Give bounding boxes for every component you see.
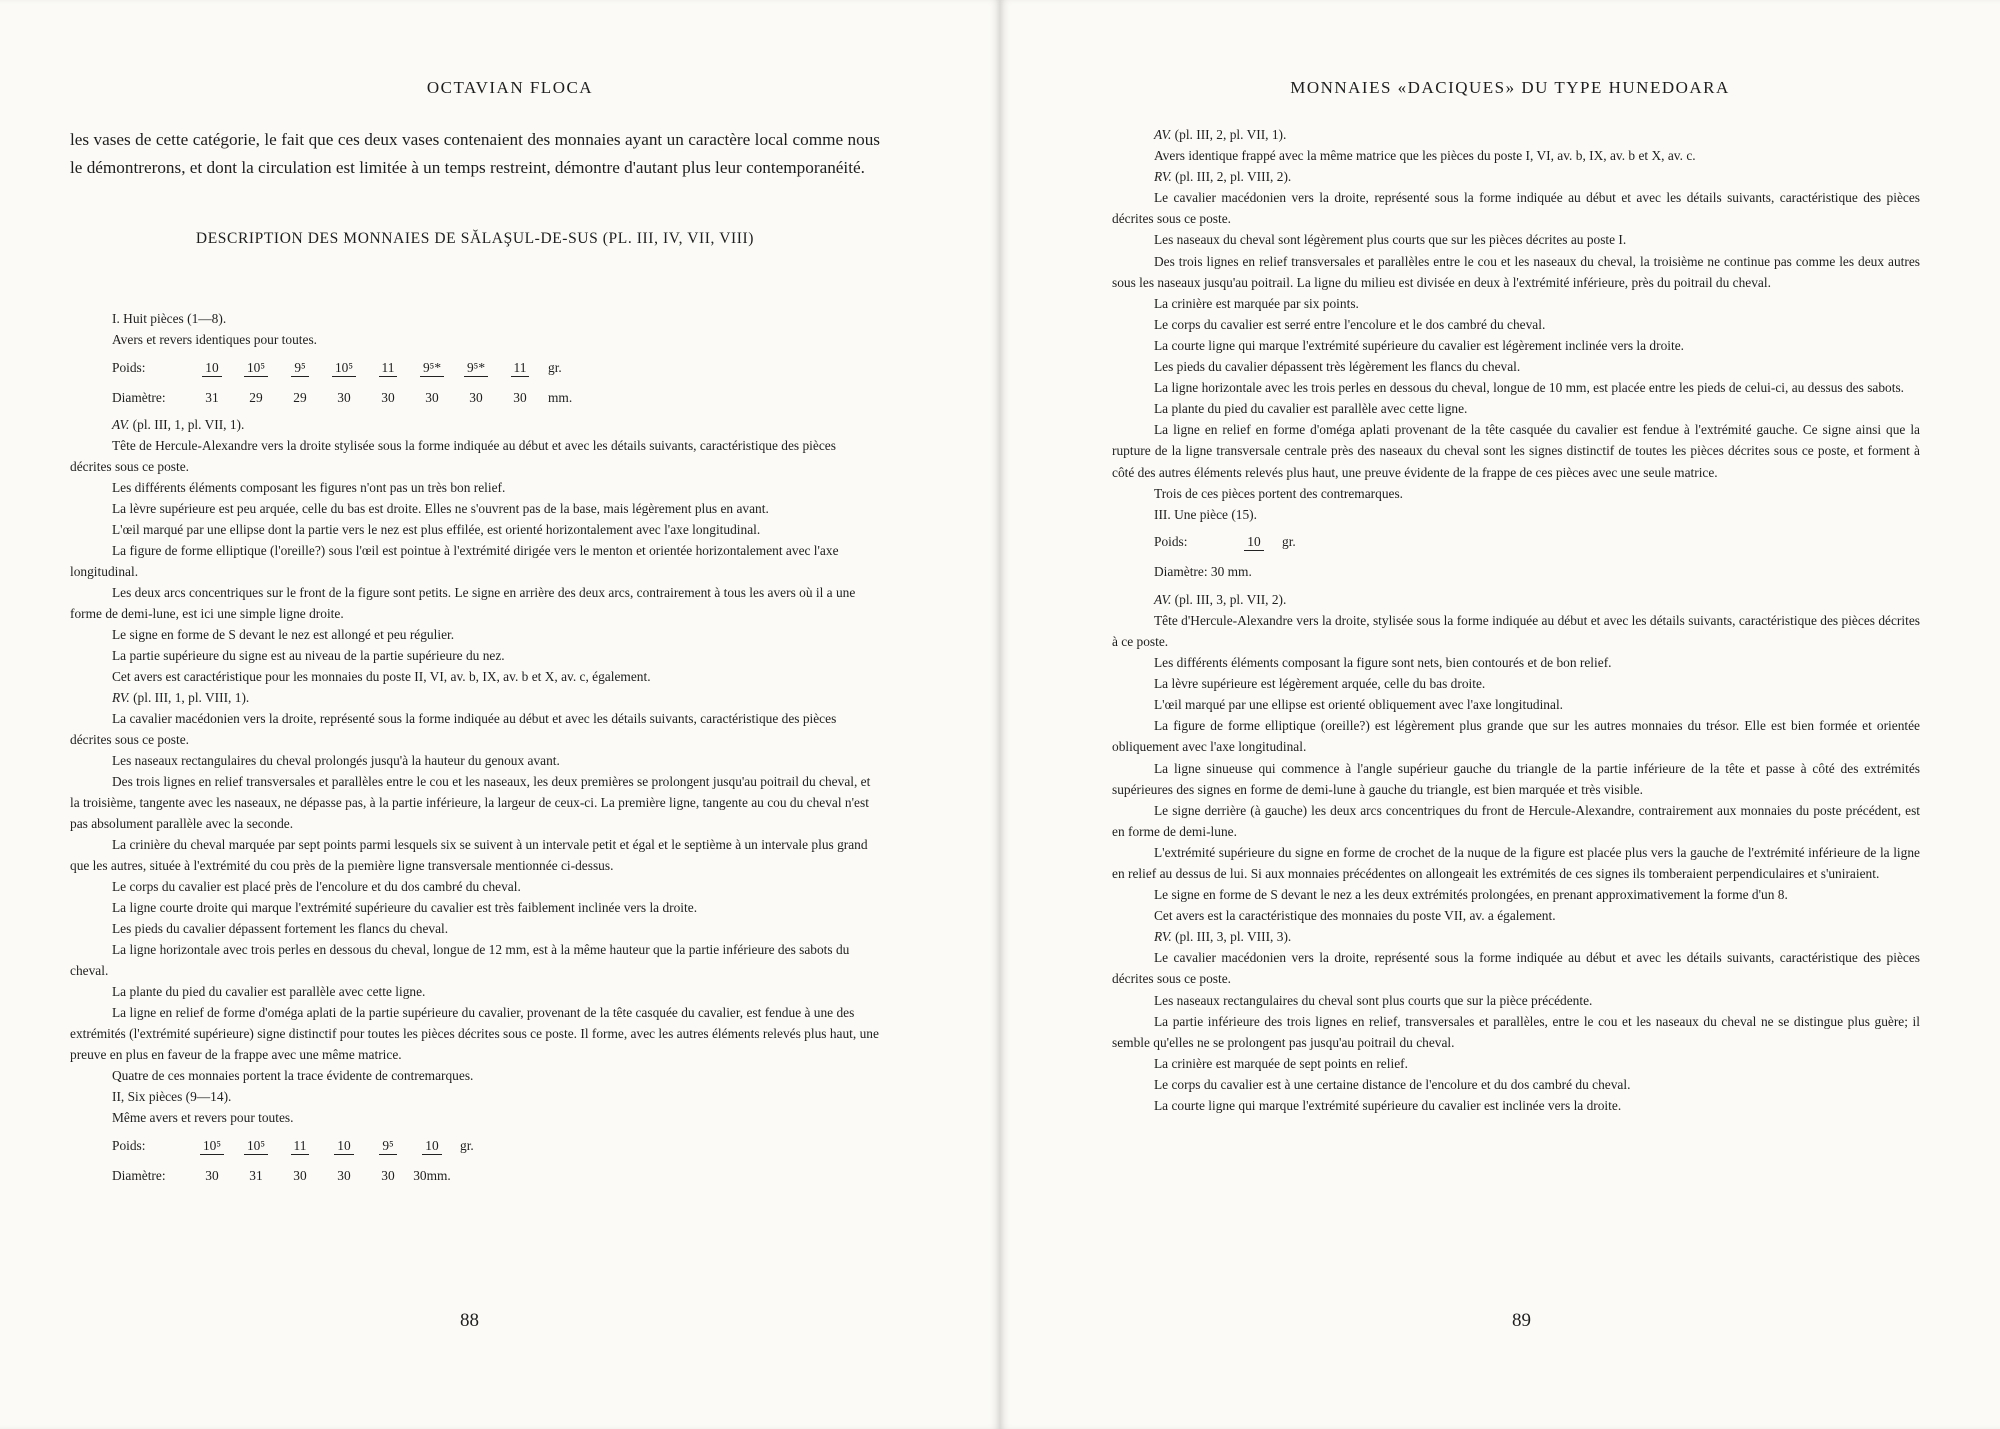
paragraph-text: Les différents éléments composant les figures n'ont pas un très bon relief. [112, 480, 506, 495]
diametre-3: Diamètre: 30 mm. [1154, 564, 1252, 580]
paragraph-text: La plante du pied du cavalier est parallèle avec cette ligne. [112, 984, 426, 999]
diameter-value [234, 387, 278, 408]
paragraph-text: Le signe en forme de S devant le nez a les deux extrémités prolongées, en prenant approximativement la forme d'un 8. [1154, 887, 1788, 903]
weight-number: 10⁵ [200, 1138, 224, 1155]
paragraph [1112, 1053, 1920, 1074]
diameter-value [322, 387, 366, 408]
paragraph-text: La ligne sinueuse qui commence à l'angle supérieur gauche du triangle de la partie inférieure de la tête et passe à côté des extrémités supérieures des signes en forme de demi-lune à gauche du triangle, est bien marquée et très visible. [1112, 760, 1920, 797]
paragraph-text: La courte ligne qui marque l'extrémité supérieure du cavalier est inclinée vers la droite. [1154, 1098, 1622, 1114]
weight-number: 10⁵ [244, 1138, 268, 1155]
weight-number: 10⁵ [332, 360, 356, 377]
paragraph-lead: RV. [1154, 929, 1172, 945]
paragraph-text: Le signe en forme de S devant le nez est allongé et peu régulier. [112, 627, 455, 642]
paragraph-text: Les naseaux du cheval sont légèrement plus courts que sur les pièces décrites au poste I. [1154, 232, 1627, 248]
paragraph-text: Le signe derrière (à gauche) les deux arcs concentriques du front de Hercule-Alexandre, contrairement aux monnaies du poste précédent, est en forme de demi-lune. [1112, 802, 1920, 839]
paragraph [70, 687, 880, 708]
paragraph [70, 624, 880, 645]
diameter-value [366, 387, 410, 408]
paragraph-text: Le cavalier macédonien vers la droite, représenté sous la forme indiquée au début et avec les détails suivants, caractéristique des pièces décrites sous ce poste. [1112, 190, 1920, 227]
paragraph [1112, 229, 1920, 250]
paragraph [1112, 673, 1920, 694]
weight-number: 9⁵ [291, 360, 308, 377]
paragraph-text: La ligne courte droite qui marque l'extrémité supérieure du cavalier est très faiblement inclinée vers la droite. [112, 900, 698, 915]
diameter-number: 29 [293, 389, 307, 405]
weight-value [234, 1135, 278, 1156]
poids-label-3: Poids: [1154, 534, 1188, 550]
weight-number: 11 [511, 360, 530, 377]
paragraph-text: La crinière du cheval marquée par sept points parmi lesquels six se suivent à un intervale petit et égal et le septième à un intervale plus grand que les autres, située à l'extrémité du cou près de la pıemière ligne transversale mentionnée ci-dessus. [70, 837, 868, 873]
diameter-value [190, 1165, 234, 1186]
paragraph-text: Le cavalier macédonien vers la droite, représenté sous la forme indiquée au début et avec les détails suivants, caractéristique des pièces décrites sous ce poste. [1112, 950, 1920, 987]
paragraph-text: Tête d'Hercule-Alexandre vers la droite, stylisée sous la forme indiquée au début et avec les détails suivants, caractéristique des pièces décrites à ce poste. [1112, 612, 1920, 649]
diameter-row [112, 382, 880, 412]
paragraph-text: La lèvre supérieure est légèrement arquée, celle du bas droite. [1154, 676, 1486, 692]
item1-same: Avers et revers identiques pour toutes. [112, 332, 318, 347]
unit-gr-3: gr. [1282, 534, 1296, 550]
paragraph-lead: AV. [1154, 127, 1172, 142]
diameter-number: 30 [337, 1167, 351, 1183]
weight-number: 10⁵ [244, 360, 268, 377]
diameter-number: 30 [381, 1167, 395, 1183]
item2-heading: II, Six pièces (9—14). [112, 1089, 232, 1104]
paragraph [70, 897, 880, 918]
weight-number: 10 [422, 1138, 441, 1155]
paragraph [1112, 947, 1920, 989]
paragraph [70, 876, 880, 897]
weight-value [366, 1135, 410, 1156]
poids-label-2: Poids: [112, 1137, 146, 1153]
paragraph-text: Des trois lignes en relief transversales et parallèles entre le cou et les naseaux, les deux premières se prolongent jusqu'au poitrail du cheval, et la troisième, tangente avec les naseaux, ne dépasse pas, à la partie inférieure, la largeur de ceux-ci. La première ligne, tangente au cou du cheval n'est pas absolument parallèle avec la seconde. [70, 774, 871, 831]
paragraph-lead: AV. [112, 417, 130, 432]
diametre-label: Diamètre: [112, 389, 166, 405]
paragraph [70, 582, 880, 624]
paragraph-text: La ligne en relief en forme d'oméga aplati provenant de la tête casquée du cavalier est fendue à l'extrémité gauche. Ce signe ainsi que la rupture de la ligne transversale centrale près des naseaux du cheval sont les signes distinctif de toutes les pièces décrites sous ce poste, et forment à côté des autres éléments relevés plus haut, une preuve évidente de la frappe de ces pièces avec une seule matrice. [1112, 422, 1920, 480]
paragraph-text: (pl. III, 1, pl. VIII, 1). [129, 690, 250, 705]
running-head-right: MONNAIES «DACIQUES» DU TYPE HUNEDOARA [1290, 78, 1730, 97]
paragraph [70, 519, 880, 540]
paragraph [1112, 610, 1920, 652]
paragraph [70, 771, 880, 834]
weight-value [366, 357, 410, 378]
paragraph-text: (pl. III, 2, pl. VIII, 2). [1171, 169, 1292, 185]
paragraph [1112, 166, 1920, 187]
weight-value [234, 357, 278, 378]
paragraph [1112, 1095, 1920, 1116]
paragraph [70, 435, 880, 477]
paragraph [1112, 926, 1920, 947]
paragraph-text: Cet avers est caractéristique pour les monnaies du poste II, VI, av. b, IX, av. b et X, av. c, également. [112, 669, 651, 684]
paragraph-text: La partie supérieure du signe est au niveau de la partie supérieure du nez. [112, 648, 505, 663]
diameter-number: 31 [205, 389, 219, 405]
paragraph [1112, 187, 1920, 229]
diameter-number: 30 [205, 1167, 219, 1183]
paragraph-text: L'extrémité supérieure du signe en forme de crochet de la nuque de la figure est placée plus vers la gauche de l'extrémité inférieure de la ligne en relief au dessus de lui. Si aux monnaies précédentes on allongeait les extrémités de ces signes ils tomberaient perpendiculaires et s'uniraient. [1112, 844, 1920, 881]
weight-value [322, 357, 366, 378]
paragraph [70, 540, 880, 582]
diameter-number: 30 [293, 1167, 307, 1183]
diameter-number: 30 [469, 389, 483, 405]
diameter-row-3 [1154, 557, 1920, 587]
weight-value [190, 357, 234, 378]
weight-number: 11 [379, 360, 398, 377]
paragraph-text: (pl. III, 2, pl. VII, 1). [1171, 127, 1287, 142]
paragraph-text: La crinière est marquée par six points. [1154, 295, 1359, 311]
paragraph-lead: RV. [1154, 169, 1172, 185]
paragraph [70, 645, 880, 666]
weight-number: 11 [291, 1138, 310, 1155]
paragraph [1112, 377, 1920, 398]
paragraph-text: Quatre de ces monnaies portent la trace évidente de contremarques. [112, 1068, 474, 1083]
weight-value [410, 357, 454, 378]
paragraph [1112, 419, 1920, 482]
diameter-number: 30mm. [413, 1167, 451, 1183]
unit-mm: mm. [548, 389, 573, 405]
weight-value [498, 357, 542, 378]
paragraph [1112, 715, 1920, 757]
weight-number: 9⁵ [379, 1138, 396, 1155]
paragraph-text: La ligne horizontale avec trois perles en dessous du cheval, longue de 12 mm, est à la même hauteur que la partie inférieure des sabots du cheval. [70, 942, 850, 978]
weight-value [454, 357, 498, 378]
page-number-right: 89 [1512, 1310, 1531, 1331]
paragraph [70, 918, 880, 939]
paragraph [1112, 758, 1920, 800]
weights-row [112, 352, 880, 382]
paragraph-text: Trois de ces pièces portent des contremarques. [1154, 485, 1404, 501]
weight-number: 9⁵* [464, 360, 488, 377]
diameter-value [278, 387, 322, 408]
paragraph-text: L'œil marqué par une ellipse dont la partie vers le nez est plus effilée, est orienté horizontalement avec l'axe longitudinal. [112, 522, 761, 537]
paragraph-text: La partie inférieure des trois lignes en relief, transversales et parallèles, entre le cou et les naseaux du cheval ne se distingue plus guère; il semble qu'elles ne se prolongent pas jusqu'au poitrail du cheval. [1112, 1013, 1920, 1050]
diameter-number: 31 [249, 1167, 263, 1183]
paragraph [70, 939, 880, 981]
diameter-number: 29 [249, 389, 263, 405]
weight-number: 10 [334, 1138, 353, 1155]
diameter-value [454, 387, 498, 408]
diameter-value [410, 387, 454, 408]
paragraph [1112, 800, 1920, 842]
item1-block [70, 308, 880, 1192]
paragraph-text: Des trois lignes en relief transversales et parallèles entre le cou et les naseaux du cheval, la troisième ne continue pas comme les deux autres sous les naseaux jusqu'au poitrail. La ligne du milieu est divisée en deux à l'extrémité inférieure, près du poitrail du cheval. [1112, 253, 1920, 290]
paragraph-text: Les pieds du cavalier dépassent fortement les flancs du cheval. [112, 921, 449, 936]
unit-gr-2: gr. [460, 1137, 474, 1153]
paragraph-text: La figure de forme elliptique (oreille?) est légèrement plus grande que sur les autres monnaies du trésor. Elle est bien formée et orientée obliquement avec l'axe longitudinal. [1112, 718, 1920, 755]
paragraph [1112, 483, 1920, 504]
paragraph [70, 666, 880, 687]
paragraph-text: Le corps du cavalier est placé près de l'encolure et du dos cambré du cheval. [112, 879, 521, 894]
diameter-value [498, 387, 542, 408]
paragraph-text: Le corps du cavalier est serré entre l'encolure et le dos cambré du cheval. [1154, 316, 1546, 332]
diameter-number: 30 [337, 389, 351, 405]
paragraph [70, 708, 880, 750]
paragraph [1112, 1011, 1920, 1053]
weight-value-3: 10 [1244, 534, 1263, 551]
diameter-value [278, 1165, 322, 1186]
paragraph [70, 477, 880, 498]
paragraph [70, 981, 880, 1002]
diameter-value [366, 1165, 410, 1186]
intro-paragraph: les vases de cette catégorie, le fait que ces deux vases contenaient des monnaies ayant un caractère local comme nous le démontrerons, et dont la circulation est limitée à un temps restreint, démontre d'autant plus leur contemporanéité. [70, 130, 880, 177]
paragraph [1112, 145, 1920, 166]
diameter-number: 30 [381, 389, 395, 405]
paragraph [1112, 293, 1920, 314]
paragraph-text: Les différents éléments composant la figure sont nets, bien contourés et de bon relief. [1154, 655, 1612, 671]
item2-same: Même avers et revers pour toutes. [112, 1110, 294, 1125]
paragraph-text: La lèvre supérieure est peu arquée, celle du bas est droite. Elles ne s'ouvrent pas de la base, mais légèrement plus en avant. [112, 501, 769, 516]
diametre-label-2: Diamètre: [112, 1167, 166, 1183]
poids-label: Poids: [112, 359, 146, 375]
weight-value [190, 1135, 234, 1156]
paragraph [1112, 251, 1920, 293]
paragraph-text: La ligne en relief de forme d'oméga aplati de la partie supérieure du cavalier, provenant de la tête casquée du cavalier, est fendue à une des extrémités (l'extrémité supérieure) signe distinctif pour toutes les pièces décrites sous ce poste. Il forme, avec les autres éléments relevés plus haut, une preuve en plus en faveur de la frappe avec une même matrice. [70, 1005, 879, 1062]
paragraph-text: Le corps du cavalier est à une certaine distance de l'encolure et du dos cambré du cheval. [1154, 1076, 1631, 1092]
item3-heading: III. Une pièce (15). [1154, 506, 1257, 522]
paragraph [1112, 124, 1920, 145]
paragraph-lead: RV. [112, 690, 130, 705]
paragraph [70, 1002, 880, 1065]
weight-row-3 [1154, 527, 1920, 557]
paragraph-text: La courte ligne qui marque l'extrémité supérieure du cavalier est légèrement inclinée vers la droite. [1154, 337, 1684, 353]
paragraph [1112, 314, 1920, 335]
page-number-left: 88 [460, 1310, 479, 1331]
paragraph [1112, 356, 1920, 377]
paragraph-text: L'œil marqué par une ellipse est orienté obliquement avec l'axe longitudinal. [1154, 697, 1564, 713]
paragraph [1112, 694, 1920, 715]
paragraph [70, 1065, 880, 1086]
weight-value [410, 1135, 454, 1156]
diameter-value [234, 1165, 278, 1186]
paragraph [1112, 990, 1920, 1011]
weight-number: 10 [202, 360, 221, 377]
paragraph [1112, 589, 1920, 610]
paragraph-text: Les deux arcs concentriques sur le front de la figure sont petits. Le signe en arrière des deux arcs, contrairement à tous les avers où il a une forme de demi-lune, est ici une simple ligne droite. [70, 585, 856, 621]
paragraph-text: (pl. III, 1, pl. VII, 1). [129, 417, 245, 432]
weight-value [278, 357, 322, 378]
weight-value [278, 1135, 322, 1156]
item1-measurements [112, 352, 880, 412]
item2-measurements [112, 1130, 880, 1190]
paragraph [1112, 1074, 1920, 1095]
weights-row-2 [112, 1130, 880, 1160]
paragraph-text: Les naseaux rectangulaires du cheval sont plus courts que sur la pièce précédente. [1154, 992, 1593, 1008]
paragraph-lead: AV. [1154, 591, 1172, 607]
diameter-value [322, 1165, 366, 1186]
paragraph [70, 750, 880, 771]
paragraph-text: Les naseaux rectangulaires du cheval prolongés jusqu'à la hauteur du genoux avant. [112, 753, 560, 768]
paragraph-text: La figure de forme elliptique (l'oreille?) sous l'œil est pointue à l'extrémité dirigée vers le menton et orientée horizontalement avec l'axe longitudinal. [70, 543, 839, 579]
paragraph [1112, 884, 1920, 905]
unit-gr: gr. [548, 359, 562, 375]
paragraph [70, 414, 880, 435]
paragraph [70, 498, 880, 519]
item3-measurements [1154, 527, 1920, 587]
paragraph-text: Les pieds du cavalier dépassent très légèrement les flancs du cheval. [1154, 359, 1521, 375]
paragraph-text: Tête de Hercule-Alexandre vers la droite stylisée sous la forme indiquée au début et avec les détails suivants, caractéristique des pièces décrites sous ce poste. [70, 438, 836, 474]
paragraph [1112, 652, 1920, 673]
weight-number: 9⁵* [420, 360, 444, 377]
paragraph [1112, 335, 1920, 356]
weight-value [322, 1135, 366, 1156]
paragraph-text: (pl. III, 3, pl. VIII, 3). [1171, 929, 1292, 945]
right-body [1112, 124, 1920, 1116]
paragraph-text: La crinière est marquée de sept points en relief. [1154, 1055, 1408, 1071]
diameter-value [410, 1165, 454, 1186]
paragraph-text: La cavalier macédonien vers la droite, représenté sous la forme indiquée au début et avec les détails suivants, caractéristique des pièces décrites sous ce poste. [70, 711, 837, 747]
diameter-number: 30 [513, 389, 527, 405]
diameter-value [190, 387, 234, 408]
paragraph [1112, 842, 1920, 884]
paragraph-text: Avers identique frappé avec la même matrice que les pièces du poste I, VI, av. b, IX, av. b et X, av. c. [1154, 148, 1696, 164]
section-title: DESCRIPTION DES MONNAIES DE SĂLAŞUL-DE-SUS (PL. III, IV, VII, VIII) [195, 230, 755, 247]
paragraph-text: La plante du pied du cavalier est parallèle avec cette ligne. [1154, 401, 1468, 417]
paragraph [1112, 905, 1920, 926]
paragraph [70, 834, 880, 876]
diameter-number: 30 [425, 389, 439, 405]
paragraph-text: La ligne horizontale avec les trois perles en dessous du cheval, longue de 10 mm, est placée entre les pieds de celui-ci, au dessus des sabots. [1154, 380, 1905, 396]
running-head-left: OCTAVIAN FLOCA [426, 78, 594, 97]
diameter-row-2 [112, 1160, 880, 1190]
paragraph-text: Cet avers est la caractéristique des monnaies du poste VII, av. a également. [1154, 908, 1556, 924]
paragraph-text: (pl. III, 3, pl. VII, 2). [1171, 591, 1287, 607]
paragraph [1112, 398, 1920, 419]
right-page [1000, 0, 2000, 1429]
item1-heading: I. Huit pièces (1—8). [112, 311, 227, 326]
